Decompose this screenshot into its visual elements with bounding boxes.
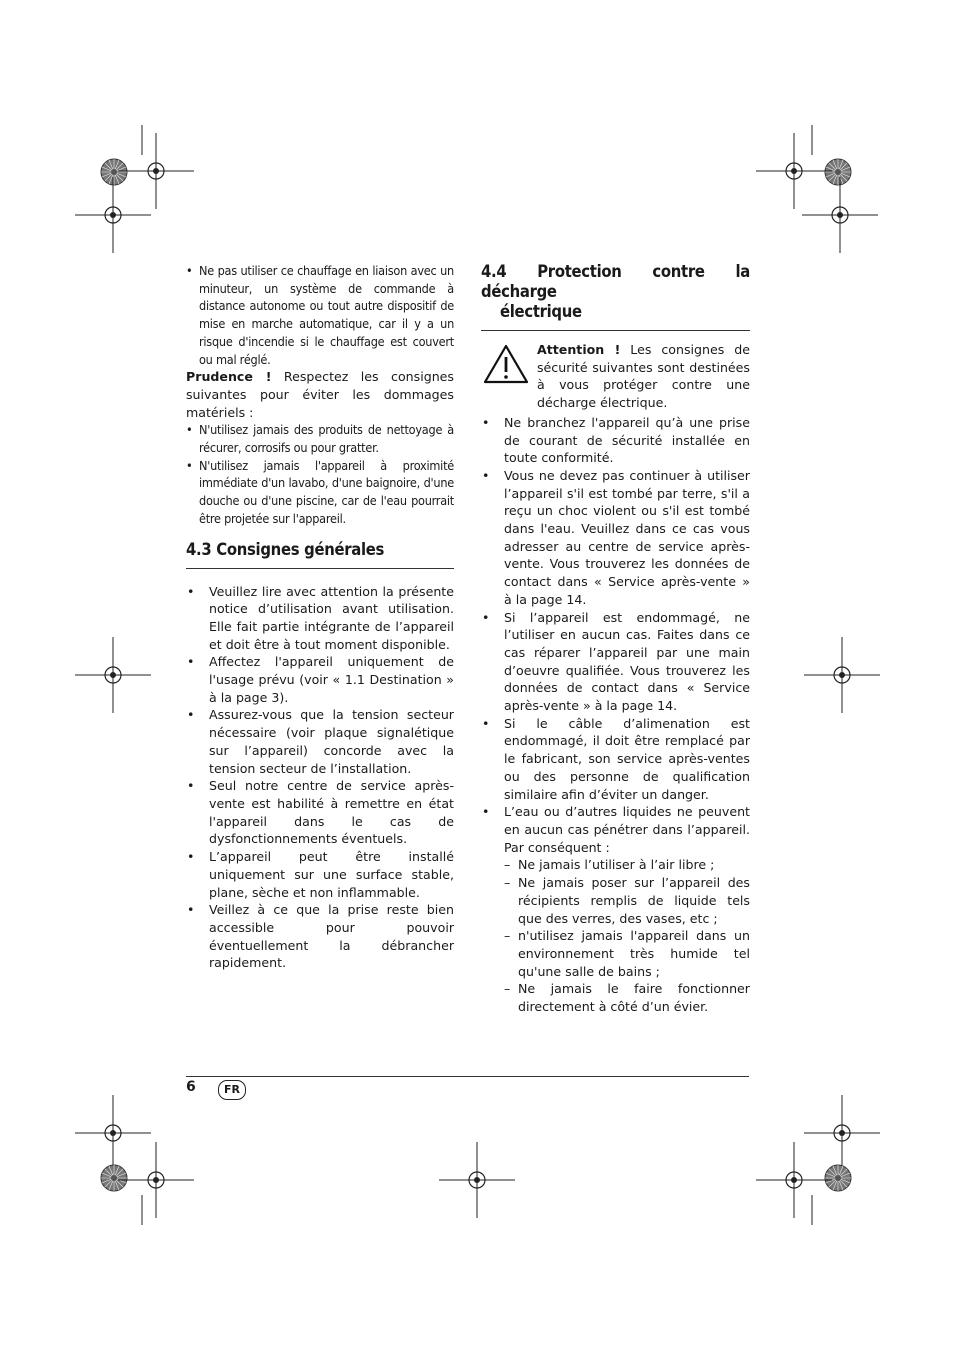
sub-list-item: – Ne jamais l’utiliser à l’air libre ; (481, 856, 750, 874)
list-item: • Veillez à ce que la prise reste bien accessible pour pouvoir éventuellement la débrancher rapidement. (186, 901, 454, 972)
footer-rule (186, 1076, 749, 1077)
sub-list-item: – Ne jamais poser sur l’appareil des récipients remplis de liquide tels que des verres, des vases, etc ; (481, 874, 750, 927)
section-heading-line1: 4.4 Protection contre la décharge (481, 262, 750, 301)
list-item: • Seul notre centre de service après-vente est habilité à remettre en état l'appareil dans le cas de dysfonctionnements éventuels. (186, 777, 454, 848)
list-item: • Affectez l'appareil uniquement de l'usage prévu (voir « 1.1 Destination » à la page 3). (186, 653, 454, 706)
list-item: • Si le câble d’alimenation est endommagé, il doit être remplacé par le fabricant, son service après-ventes ou des personne de qualification similaire afin d’éviter un danger. (481, 715, 750, 804)
list-item: • N'utilisez jamais des produits de nettoyage à récurer, corrosifs ou pour gratter. (186, 421, 454, 456)
sub-list-item: – Ne jamais le faire fonctionner directement à côté d’un évier. (481, 980, 750, 1015)
list-item: • L’appareil peut être installé uniquement sur une surface stable, plane, sèche et non inflammable. (186, 848, 454, 901)
list-item: • Si l’appareil est endommagé, ne l’utiliser en aucun cas. Faites dans ce cas réparer l’appareil par une main d’oeuvre qualifiée. Vous trouverez les données de contact dans « Service après-vente » à la page 14. (481, 609, 750, 715)
left-column (186, 262, 454, 972)
prudence-paragraph (186, 368, 454, 421)
section-heading-line2: électrique (500, 302, 582, 321)
attention-text: Les consignes de sécurité suivantes sont destinées à vous protéger contre une décharge électrique. (537, 342, 750, 411)
attention-label: Attention ! (537, 342, 621, 357)
attention-paragraph (537, 341, 750, 412)
prudence-label: Prudence ! (186, 369, 272, 385)
list-item: • L’eau ou d’autres liquides ne peuvent en aucun cas pénétrer dans l’appareil. Par conséquent : (481, 803, 750, 856)
sub-list-item: – n'utilisez jamais l'appareil dans un environnement très humide tel qu'une salle de bains ; (481, 927, 750, 980)
list-item: • Veuillez lire avec attention la présente notice d’utilisation avant utilisation. Elle fait partie intégrante de l’appareil et doit être à tout moment disponible. (186, 583, 454, 654)
section-heading-4-3: 4.3 Consignes générales (186, 540, 454, 569)
attention-block (481, 341, 750, 412)
prudence-text: Respectez les consignes suivantes pour éviter les dommages matériels : (186, 369, 454, 420)
list-item: • Ne pas utiliser ce chauffage en liaison avec un minuteur, un système de commande à distance autonome ou tout autre dispositif de mise en marche automatique, car il y a un risque d'incendie si le chauffage est couvert ou mal réglé. (186, 262, 454, 368)
section-heading-4-4 (481, 262, 750, 331)
list-item: • N'utilisez jamais l'appareil à proximité immédiate d'un lavabo, d'une baignoire, d'une douche ou d'une piscine, car de l'eau pourrait être projetée sur l'appareil. (186, 457, 454, 528)
list-item: • Ne branchez l'appareil qu’à une prise de courant de sécurité installée en toute conformité. (481, 414, 750, 467)
page-number: 6 (186, 1079, 196, 1095)
list-item: • Assurez-vous que la tension secteur nécessaire (voir plaque signalétique sur l’appareil) concorde avec la tension secteur de l’installation. (186, 706, 454, 777)
list-item: • Vous ne devez pas continuer à utiliser l’appareil s'il est tombé par terre, s'il a reçu un choc violent ou s'il est tombé dans l'eau. Veuillez dans ce cas vous adresser au centre de service après-vente. Vous trouverez les données de contact dans « Service après-vente » à la page 14. (481, 467, 750, 609)
language-badge: FR (218, 1080, 246, 1100)
color-star-mark (101, 159, 127, 185)
warning-triangle-icon (483, 343, 529, 385)
right-column (481, 262, 750, 1016)
